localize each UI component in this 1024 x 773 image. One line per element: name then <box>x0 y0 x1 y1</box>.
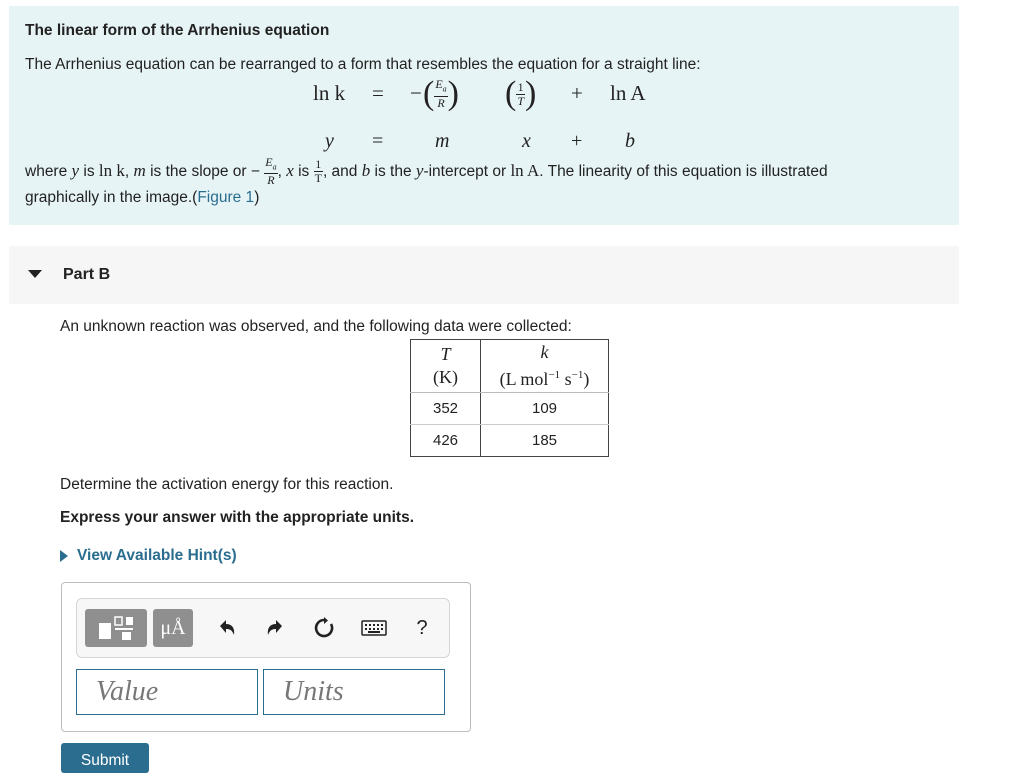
eq-minus: − <box>410 81 422 105</box>
view-hints-link[interactable]: View Available Hint(s) <box>60 547 237 565</box>
templates-icon[interactable] <box>85 609 147 647</box>
eq-ln-a: ln A <box>610 81 646 105</box>
answer-panel <box>61 582 471 732</box>
question-prompt: Determine the activation energy for this reaction. <box>60 476 394 493</box>
expand-triangle-icon <box>60 550 68 562</box>
table-cell-k: 109 <box>481 393 609 425</box>
value-input[interactable] <box>76 669 258 715</box>
line-eq-m: m <box>435 130 450 152</box>
units-input[interactable] <box>263 669 445 715</box>
figure-1-link[interactable]: Figure 1 <box>197 189 255 206</box>
data-table <box>410 339 609 457</box>
line-eq-x: x <box>522 130 531 152</box>
help-button[interactable]: ? <box>416 616 428 639</box>
line-eq-equals: = <box>372 130 384 152</box>
part-b-header[interactable] <box>9 246 959 304</box>
question-text: An unknown reaction was observed, and the following data were collected: <box>60 318 572 335</box>
reset-icon[interactable] <box>310 613 338 643</box>
keyboard-icon[interactable] <box>359 613 389 643</box>
table-row <box>411 393 609 425</box>
eq-lhs: ln k <box>313 81 346 105</box>
eq-fraction-1-t: ( $\frac{1}{T}$ ) <box>505 75 537 112</box>
intro-title: The linear form of the Arrhenius equation <box>25 22 330 39</box>
where-paragraph-line2: graphically in the image.(Figure 1) <box>25 189 260 206</box>
table-header-t: T (K) <box>411 340 481 393</box>
where-paragraph: where y is ln k, m is the slope or − $\frac{E_a}{R}$ , x is $\frac{1}{T}$ , and b is the y-intercept or ln A. The linearity of this equation is illustrated <box>25 155 828 188</box>
table-cell-t: 352 <box>411 393 481 425</box>
submit-button[interactable]: Submit <box>61 743 149 773</box>
units-button[interactable]: μÅ <box>153 609 193 647</box>
table-header-k: k (L mol$^{-1}$ $s^{-1}$) <box>481 340 609 393</box>
undo-icon[interactable] <box>213 613 241 643</box>
eq-equals: = <box>372 81 384 105</box>
redo-icon[interactable] <box>261 613 289 643</box>
collapse-triangle-icon[interactable] <box>28 270 42 278</box>
table-cell-k: 185 <box>481 425 609 457</box>
intro-text: The Arrhenius equation can be rearranged to a form that resembles the equation for a straight line: <box>25 56 701 73</box>
where-fraction-ea-r: $\frac{E_a}{R}$ <box>265 155 277 188</box>
table-cell-t: 426 <box>411 425 481 457</box>
answer-instruction: Express your answer with the appropriate units. <box>60 509 415 526</box>
part-label: Part B <box>63 266 111 283</box>
math-toolbar <box>76 598 450 658</box>
line-eq-y: y <box>325 130 334 152</box>
eq-fraction-ea-r: ( $\frac{E_a}{R}$ ) <box>423 75 459 112</box>
intro-box <box>9 6 959 225</box>
where-fraction-1-t: $\frac{1}{T}$ <box>314 157 322 186</box>
table-row <box>411 425 609 457</box>
eq-plus: + <box>571 81 583 105</box>
line-eq-b: b <box>625 130 635 152</box>
line-eq-plus: + <box>571 130 583 152</box>
